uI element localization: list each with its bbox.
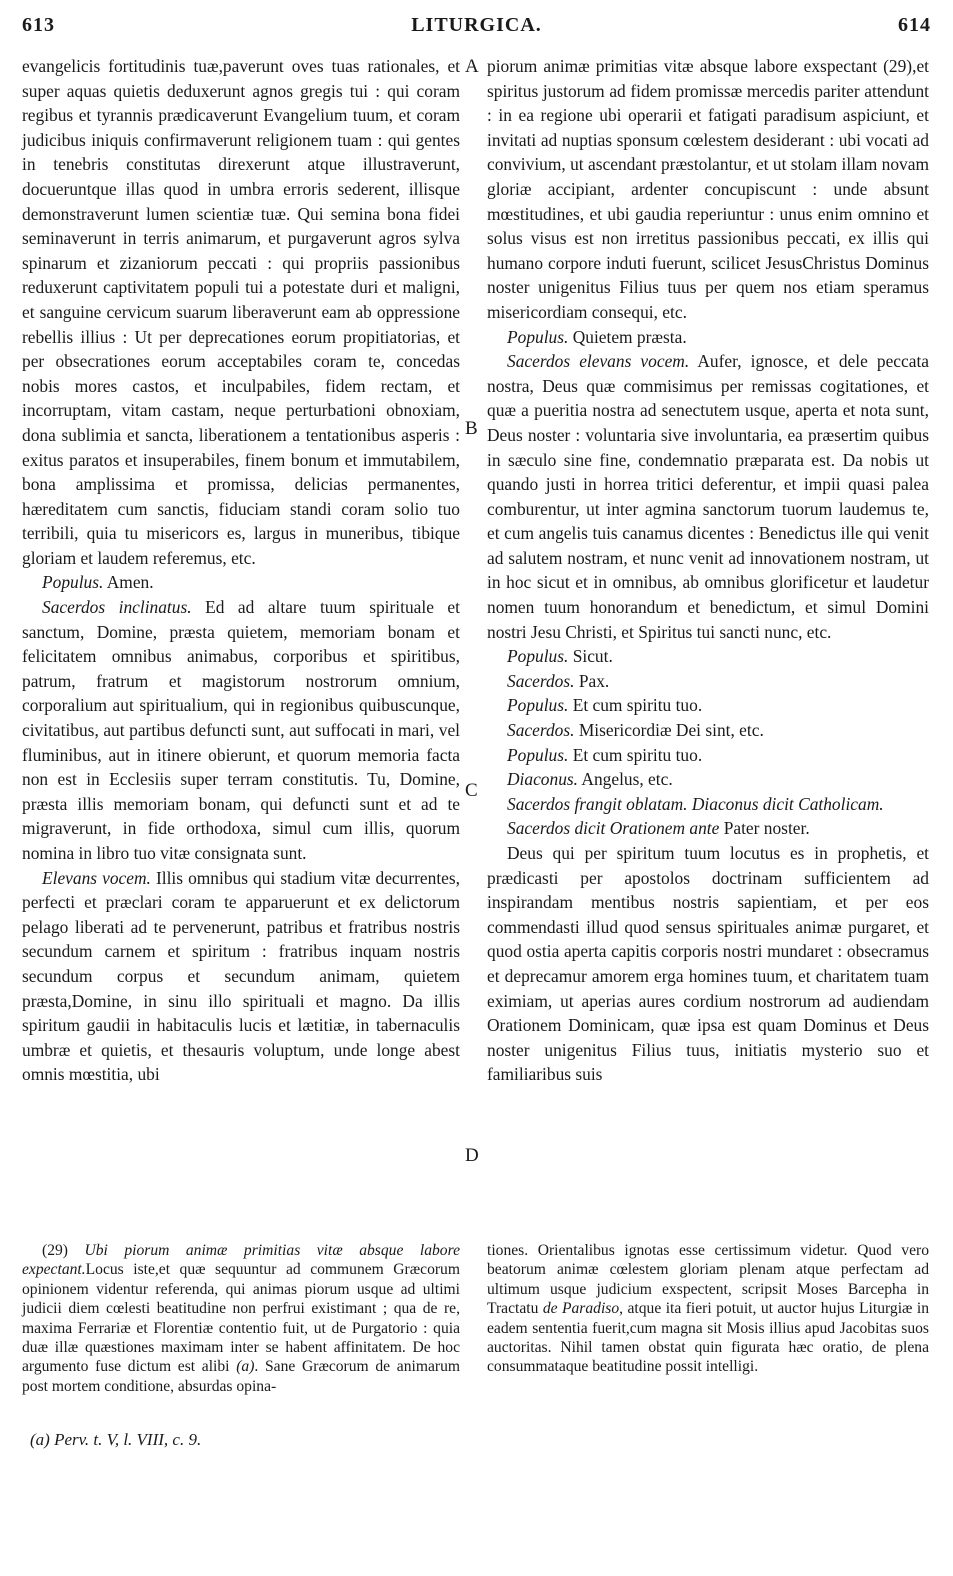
note-text: tiones. Orientalibus ignotas esse certissimum videtur. Quod vero beatorum animæ cœlestem gloriam plenam atque perfectam ad ultimum usque judicium exspectent, scripsit Moses Barcepha in Tractatu bbox=[487, 1242, 929, 1318]
speaker: Sacerdos elevans vocem. bbox=[507, 351, 690, 372]
speaker: Populus. bbox=[507, 646, 569, 667]
speaker: Elevans vocem. bbox=[42, 867, 151, 888]
prayer-title: Pater noster. bbox=[719, 818, 810, 839]
rubric-line bbox=[487, 792, 929, 817]
footnote-text: Perv. t. V, l. VIII, c. 9. bbox=[49, 1430, 202, 1449]
left-page-number: 613 bbox=[22, 14, 55, 36]
rubric-line bbox=[487, 325, 929, 350]
margin-letter-a: A bbox=[465, 56, 479, 77]
footnote bbox=[30, 1430, 201, 1450]
rubric-line bbox=[487, 743, 929, 768]
response: Angelus, etc. bbox=[578, 769, 673, 790]
right-column bbox=[487, 54, 929, 1087]
margin-letter-d: D bbox=[465, 1145, 479, 1166]
rubric-line bbox=[487, 718, 929, 743]
margin-letter-b: B bbox=[465, 418, 478, 439]
right-page-number: 614 bbox=[898, 14, 931, 36]
speaker: Populus. bbox=[507, 326, 569, 347]
running-title: LITURGICA. bbox=[411, 14, 542, 36]
rubric-line bbox=[487, 669, 929, 694]
response: Et cum spiritu tuo. bbox=[568, 695, 703, 716]
speaker: Sacerdos. bbox=[507, 670, 575, 691]
note-number: (29) bbox=[42, 1242, 85, 1259]
paragraph: Deus qui per spiritum tuum locutus es in prophetis, et prædicasti per apostolos doctrinam sufficientem ad inspirandam mentibus nostris sapientiam, et per eos commendasti illud quod sensus spirituales animæ purgaret, et quod ostia aperta capitis corporis nostri mundaret : obsecramus et deprecamur amorem erga homines tuum, et charitatem tuam eximiam, ut aperias aures cordium nostrorum ad audiendam Orationem Dominicam, quæ ipsa est quam Dominus et Deus noster unigenitus Filius tuus, initiatis mysterio suo et familiaribus suis bbox=[487, 843, 929, 1085]
response: Amen. bbox=[103, 572, 154, 593]
rubric-line bbox=[487, 644, 929, 669]
note-text: Locus iste,et quæ sequuntur ad communem Græcorum opinionem videntur referenda, qui animas piorum usque ad ultimi judicii diem cœlesti beatitudine non perfrui existimant ; qua de re, maxima Ferrariæ et Florentiæ contentio fuit, ut de Purgatorio : quia duæ illæ quæstiones maximam inter se habent affinitatem. De hoc argumento fuse dictum est alibi bbox=[22, 1261, 460, 1376]
paragraph bbox=[22, 866, 460, 1087]
left-column bbox=[22, 54, 460, 1087]
response: Sicut. bbox=[568, 646, 613, 667]
rubric-line bbox=[487, 767, 929, 792]
prayer-text: Ed ad altare tuum spirituale et sanctum, Domine, præsta quietem, memoriam bonam et felicitatem omnibus animabus, corporibus et spiritibus, patrum, fratrum et magistorum nostrorum omnium, corporalium aut spiritualium, qui in regionibus quibuscunque, civitatibus, aut partibus defuncti sunt, aut suffocati in mari, vel fluminibus, aut in itinere obierunt, et quorum memoria facta non est in Ecclesiis super terram constitutis. Tu, Domine, præsta illis memoriam bonam, qui defuncti sunt et ad te migraverunt, in fide orthodoxa, simul cum illis, quorum nomina in libro tuo vitæ consignata sunt. bbox=[22, 597, 460, 863]
response: Pax. bbox=[574, 670, 610, 691]
note-right bbox=[487, 1241, 929, 1377]
speaker: Populus. bbox=[42, 572, 104, 593]
footnote-ref: (a) bbox=[30, 1430, 50, 1449]
prayer-text: Illis omnibus qui stadium vitæ decurrentes, perfecti et præclari coram te apparuerunt et ex delictorum pelago liberati ad te pervenerunt, patribus et fratribus nostris secundum carnem et spiritum : fratribus inquam nostris secundum corpus et secundum animam, quietem præsta,Domine, in sinu illo spirituali et magno. Da illis spiritum gaudii in habitaculis lucis et lætitiæ, in tabernaculis umbræ et quietis, et thesauris voluptum, unde longe abest omnis mœstitia, ubi bbox=[22, 867, 460, 1085]
rubric: Sacerdos frangit oblatam. Diaconus dicit Catholicam. bbox=[507, 793, 884, 814]
note-lemma: Ubi piorum animæ primitias vitæ absque labore expectant. bbox=[22, 1242, 460, 1279]
note-text: , atque ita fieri potuit, ut auctor hujus Liturgiæ in eadem sententia fuerit,cum magna sit Mosis illius apud Jacobitas suos auctoritas. Nihil tamen obstat quin figurata hæc oratio, de plena consummataque beatitudine possit intelligi. bbox=[487, 1300, 929, 1376]
note-title: de Paradiso bbox=[542, 1300, 620, 1318]
rubric-line bbox=[487, 816, 929, 841]
note-left bbox=[22, 1241, 460, 1396]
paragraph: evangelicis fortitudinis tuæ,paverunt oves tuas rationales, et super aquas quietis deduxerunt agnos gregis tui : qui coram regibus et tyrannis prædicaverunt Evangelium tuum, et coram judicibus iniquis confirmaverunt religionem tuam : qui gentes in tenebris constitutas direxerunt atque illustraverunt, docueruntque illas quod in umbra erroris sederent, illisque demonstraverunt lumen scientiæ tuæ. Qui semina bona fidei seminaverunt in terris animarum, et purgaverunt agros sylva spinarum et zizaniorum peccati : qui propriis passionibus reduxerunt captivitatem populi tui a potestate duri et maligni, et sanguine cervicum suarum liberaverunt eam ab oppressione rebellis illius : Ut per deprecationes eorum propitiatorias, et per obsecrationes eorum acceptabiles coram te, concedas nobis mores castos, et inculpabiles, fidem rectam, et incorruptam, vitam castam, neque perturbationi obnoxiam, dona sublimia et sancta, liberationem a tentationibus asperis : exitus paratos et insuperabiles, finem bonum et immutabilem, bona amplissima et promissa, delicias permanentes, hæreditatem cum sanctis, fiduciam standi coram solio tuo terribili, quia tu misericors es, largus in muneribus, tibique gloriam et laudem referemus, etc. bbox=[22, 56, 460, 568]
response: Misericordiæ Dei sint, etc. bbox=[574, 720, 764, 741]
margin-letter-c: C bbox=[465, 780, 478, 801]
running-header bbox=[22, 14, 931, 44]
speaker: Sacerdos. bbox=[507, 720, 575, 741]
response: Quietem præsta. bbox=[568, 326, 687, 347]
rubric-line bbox=[487, 693, 929, 718]
paragraph: piorum animæ primitias vitæ absque labore exspectant (29),et spiritus justorum ad fidem promissæ mercedis pariter attendunt : in ea regione ubi operarii et fatigati paradisum aspiciunt, et invitati ad nuptias sponsum cœlestem desiderant : ubi vocati ad convivium, ut ascendant præstolantur, et ut stolam illam novam gloriæ accipiant, ardenter concupiscunt : unde absunt mœstitudines, et ubi gaudia reperiuntur : unus enim omnino et solus visus est non irretitus passionibus peccati, ex illis qui humano corpore induti fuerunt, scilicet JesusChristus Dominus noster unigenitus Filius tuus per quem nos etiam speramus misericordiam consequi, etc. bbox=[487, 56, 929, 322]
speaker: Populus. bbox=[507, 744, 569, 765]
note-ref: (a) bbox=[236, 1358, 255, 1376]
note-text: . Sane Græcorum de animarum post mortem conditione, absurdas opina- bbox=[22, 1358, 460, 1395]
rubric: Sacerdos dicit Orationem ante bbox=[507, 818, 720, 839]
paragraph bbox=[487, 349, 929, 644]
rubric-line bbox=[22, 570, 460, 595]
speaker: Populus. bbox=[507, 695, 569, 716]
paragraph bbox=[22, 595, 460, 866]
speaker: Sacerdos inclinatus. bbox=[42, 597, 192, 618]
speaker: Diaconus. bbox=[507, 769, 579, 790]
response: Et cum spiritu tuo. bbox=[568, 744, 703, 765]
prayer-text: Aufer, ignosce, et dele peccata nostra, Deus quæ commisimus per remissas cogitationes, et quæ a pueritia nostra ad senectutem usque, aperta et nota sunt, Deus noster : voluntaria sive involuntaria, ea præsertim quibus in sæculo sine fine, condemnatio præparata est. Da nobis ut quando justi in horrea tritici deferentur, et impii quasi palea comburentur, ut inter agmina sanctorum tuorum laudemus te, et cum angelis tuis canamus dicentes : Benedictus ille qui venit ad salutem nostram, et nunc venit ad innovationem nostram, ut in hoc sicut et in omnibus, ab omnibus glorificetur et laudetur nomen tuum honorandum et benedictum, et simul Domini nostri Jesu Christi, et Spiritus tui sancti nunc, etc. bbox=[487, 351, 929, 642]
